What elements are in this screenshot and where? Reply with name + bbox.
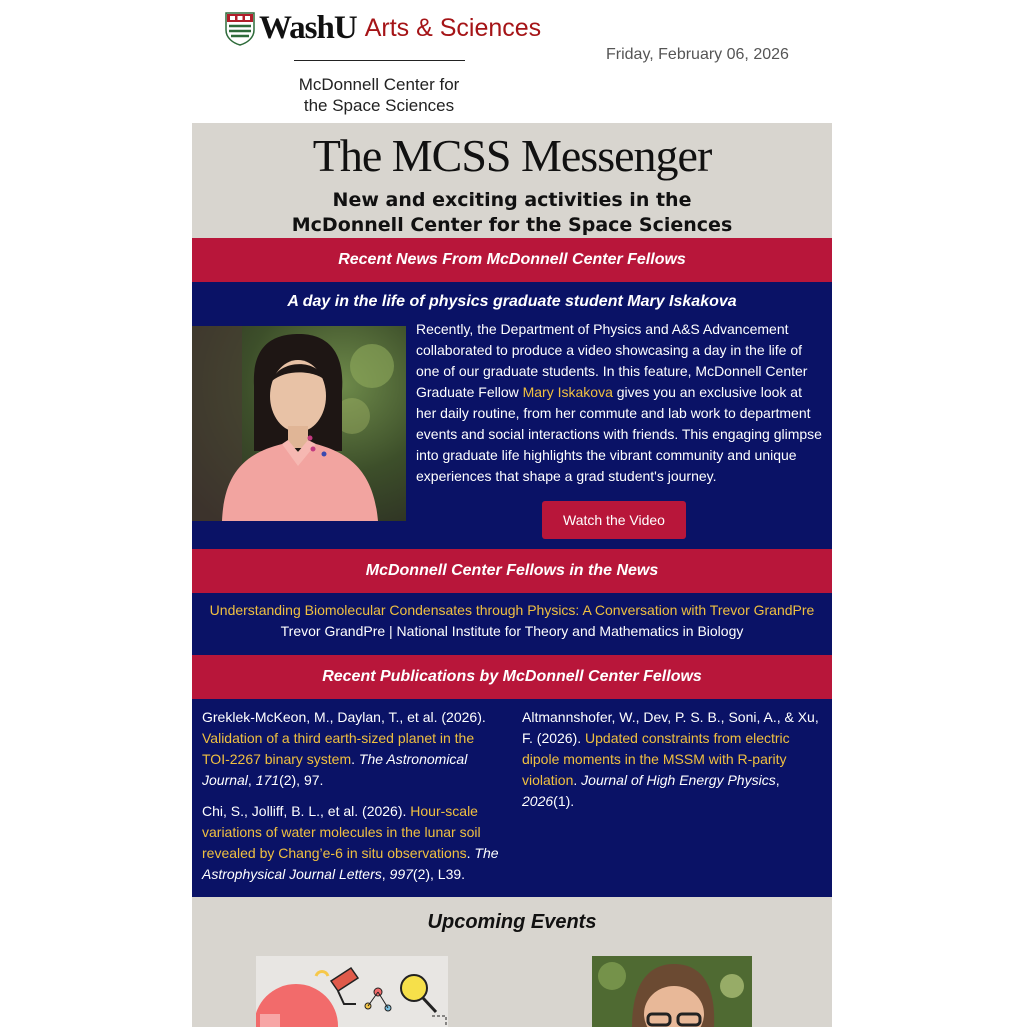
pub-authors: Altmannshofer, W., Dev, P. S. B., Soni, A., & Xu, F. (2026). xyxy=(522,709,819,746)
event-speaker-photo[interactable] xyxy=(592,956,752,1027)
publication-item: Altmannshofer, W., Dev, P. S. B., Soni, A., & Xu, F. (2026). Updated constraints from electric dipole moments in the MSSM with R-parity violation. Journal of High Energy Physics, 2026(1). xyxy=(522,709,819,809)
pub-authors: Greklek-McKeon, M., Daylan, T., et al. (2026). xyxy=(202,709,486,725)
pub-volume: 2026 xyxy=(522,793,554,809)
news-item xyxy=(192,593,832,655)
washu-logo[interactable] xyxy=(225,10,545,47)
pub-authors: Chi, S., Jolliff, B. L., et al. (2026). xyxy=(202,803,411,819)
masthead xyxy=(192,123,832,238)
news-article-source: Trevor GrandPre | National Institute for Theory and Mathematics in Biology xyxy=(280,623,744,639)
subtitle-line1: New and exciting activities in the xyxy=(332,189,692,211)
pub-journal: The Astrophysical Journal Letters xyxy=(202,845,499,882)
logo-washu-text: WashU xyxy=(259,10,357,46)
story-text-part1: Recently, the Department of Physics and A&S Advancement collaborated to produce a video showcasing a day in the life of one of our graduate students. In this feature, McDonnell Center Graduate Fellow xyxy=(416,321,808,400)
pub-issue: (1). xyxy=(553,793,575,809)
pub-volume: 997 xyxy=(389,866,413,882)
upcoming-events xyxy=(192,897,832,1027)
publication-item: Chi, S., Jolliff, B. L., et al. (2026). Hour-scale variations of water molecules in the lunar soil revealed by Chang’e-6 in situ observations. The Astrophysical Journal Letters, 997(2), L39. xyxy=(202,803,499,882)
story-text-part2: gives you an exclusive look at her daily routine, from her commute and lab work to department events and social interactions with friends. This engaging glimpse into graduate life highlights the vibrant community and unique experiences that shape a grad student's journey. xyxy=(416,384,822,484)
pub-journal: Journal of High Energy Physics xyxy=(581,772,776,788)
pub-issue: (2), 97. xyxy=(279,772,324,788)
publications-list xyxy=(192,699,832,897)
events-title: Upcoming Events xyxy=(427,911,597,933)
email-header xyxy=(0,0,1024,123)
center-name-line1: McDonnell Center for xyxy=(298,75,460,94)
pub-journal: The Astronomical Journal xyxy=(202,751,468,788)
portrait-image xyxy=(192,326,406,521)
center-name-line2: the Space Sciences xyxy=(303,96,455,115)
student-photo xyxy=(192,326,406,521)
pub-volume: 171 xyxy=(255,772,280,788)
section-header-recent-news: Recent News From McDonnell Center Fellows xyxy=(192,238,832,282)
pub-issue: (2), L39. xyxy=(412,866,466,882)
newsletter-title: The MCSS Messenger xyxy=(312,130,712,181)
speaker-portrait-image xyxy=(592,956,752,1027)
science-illustration-icon xyxy=(256,956,448,1027)
section-header-publications: Recent Publications by McDonnell Center Fellows xyxy=(192,655,832,699)
story-body xyxy=(416,319,826,487)
pub-title-link[interactable]: Hour-scale variations of water molecules in the lunar soil revealed by Chang’e-6 in situ observations xyxy=(202,803,481,861)
newsletter-subtitle xyxy=(192,188,832,238)
watch-video-button[interactable]: Watch the Video xyxy=(542,501,686,539)
issue-date: Friday, February 06, 2026 xyxy=(606,46,789,63)
subtitle-line2: McDonnell Center for the Space Sciences xyxy=(291,214,733,236)
student-name-link[interactable]: Mary Iskakova xyxy=(522,384,613,400)
washu-shield-icon xyxy=(225,12,255,46)
publication-item: Greklek-McKeon, M., Daylan, T., et al. (2026). Validation of a third earth-sized planet in the TOI-2267 binary system. The Astronomical Journal, 171(2), 97. xyxy=(202,709,486,788)
pub-title-link[interactable]: Validation of a third earth-sized planet in the TOI-2267 binary system xyxy=(202,730,475,767)
logo-divider xyxy=(294,60,465,61)
newsletter-body xyxy=(192,123,832,1027)
event-image-science-tools[interactable] xyxy=(256,956,448,1027)
center-name xyxy=(286,74,472,116)
section-header-in-the-news: McDonnell Center Fellows in the News xyxy=(192,549,832,593)
news-article-link[interactable]: Understanding Biomolecular Condensates through Physics: A Conversation with Trevor GrandPre xyxy=(209,602,815,618)
pub-title-link[interactable]: Updated constraints from electric dipole moments in the MSSM with R-parity violation xyxy=(522,730,790,788)
story-title: A day in the life of physics graduate student Mary Iskakova xyxy=(287,293,737,310)
feature-story xyxy=(192,282,832,549)
logo-arts-text: Arts & Sciences xyxy=(364,14,542,42)
